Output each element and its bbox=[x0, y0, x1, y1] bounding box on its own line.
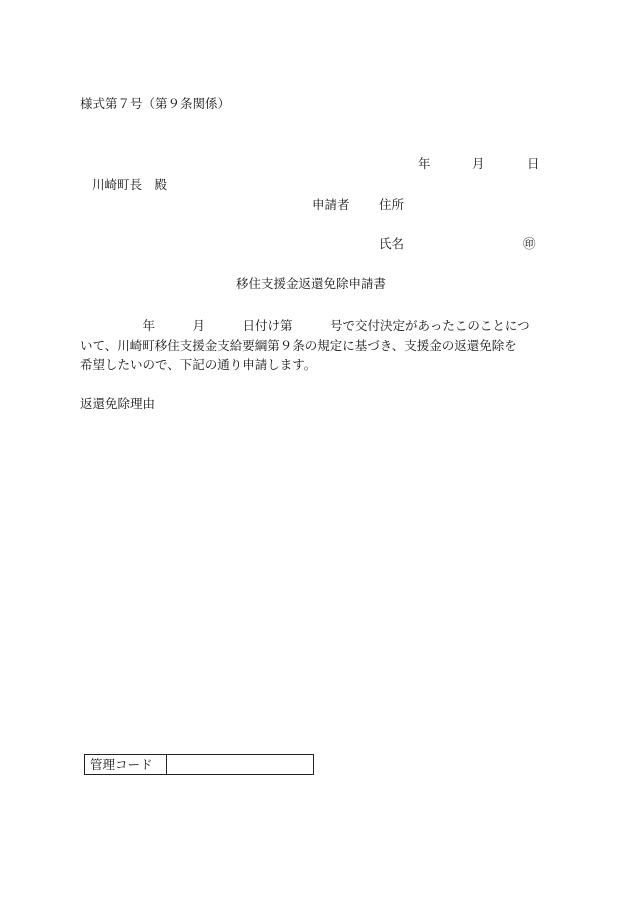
management-code-field[interactable] bbox=[167, 755, 314, 775]
form-number: 様式第７号（第９条関係） bbox=[80, 96, 231, 111]
addressee: 川崎町長 殿 bbox=[92, 177, 168, 192]
document-title: 移住支援金返還免除申請書 bbox=[236, 276, 387, 291]
body-line-3: 希望したいので、下記の通り申請します。 bbox=[80, 357, 317, 372]
date-month-label: 月 bbox=[472, 156, 485, 171]
address-label: 住所 bbox=[379, 197, 405, 212]
name-label: 氏名 bbox=[379, 236, 405, 251]
seal-icon: ㊞ bbox=[523, 236, 536, 251]
body-line-1: 年 月 日付け第 号で交付決定があったこのことにつ bbox=[80, 318, 530, 333]
body-paragraph bbox=[80, 316, 550, 375]
management-code-label: 管理コード bbox=[85, 755, 167, 775]
date-year-label: 年 bbox=[418, 156, 431, 171]
body-line-2: いて、川崎町移住支援金支給要綱第９条の規定に基づき、支援金の返還免除を bbox=[80, 337, 517, 353]
management-code-table bbox=[84, 754, 314, 775]
reason-label: 返還免除理由 bbox=[80, 396, 156, 411]
date-day-label: 日 bbox=[527, 156, 540, 171]
applicant-label: 申請者 bbox=[312, 197, 350, 212]
